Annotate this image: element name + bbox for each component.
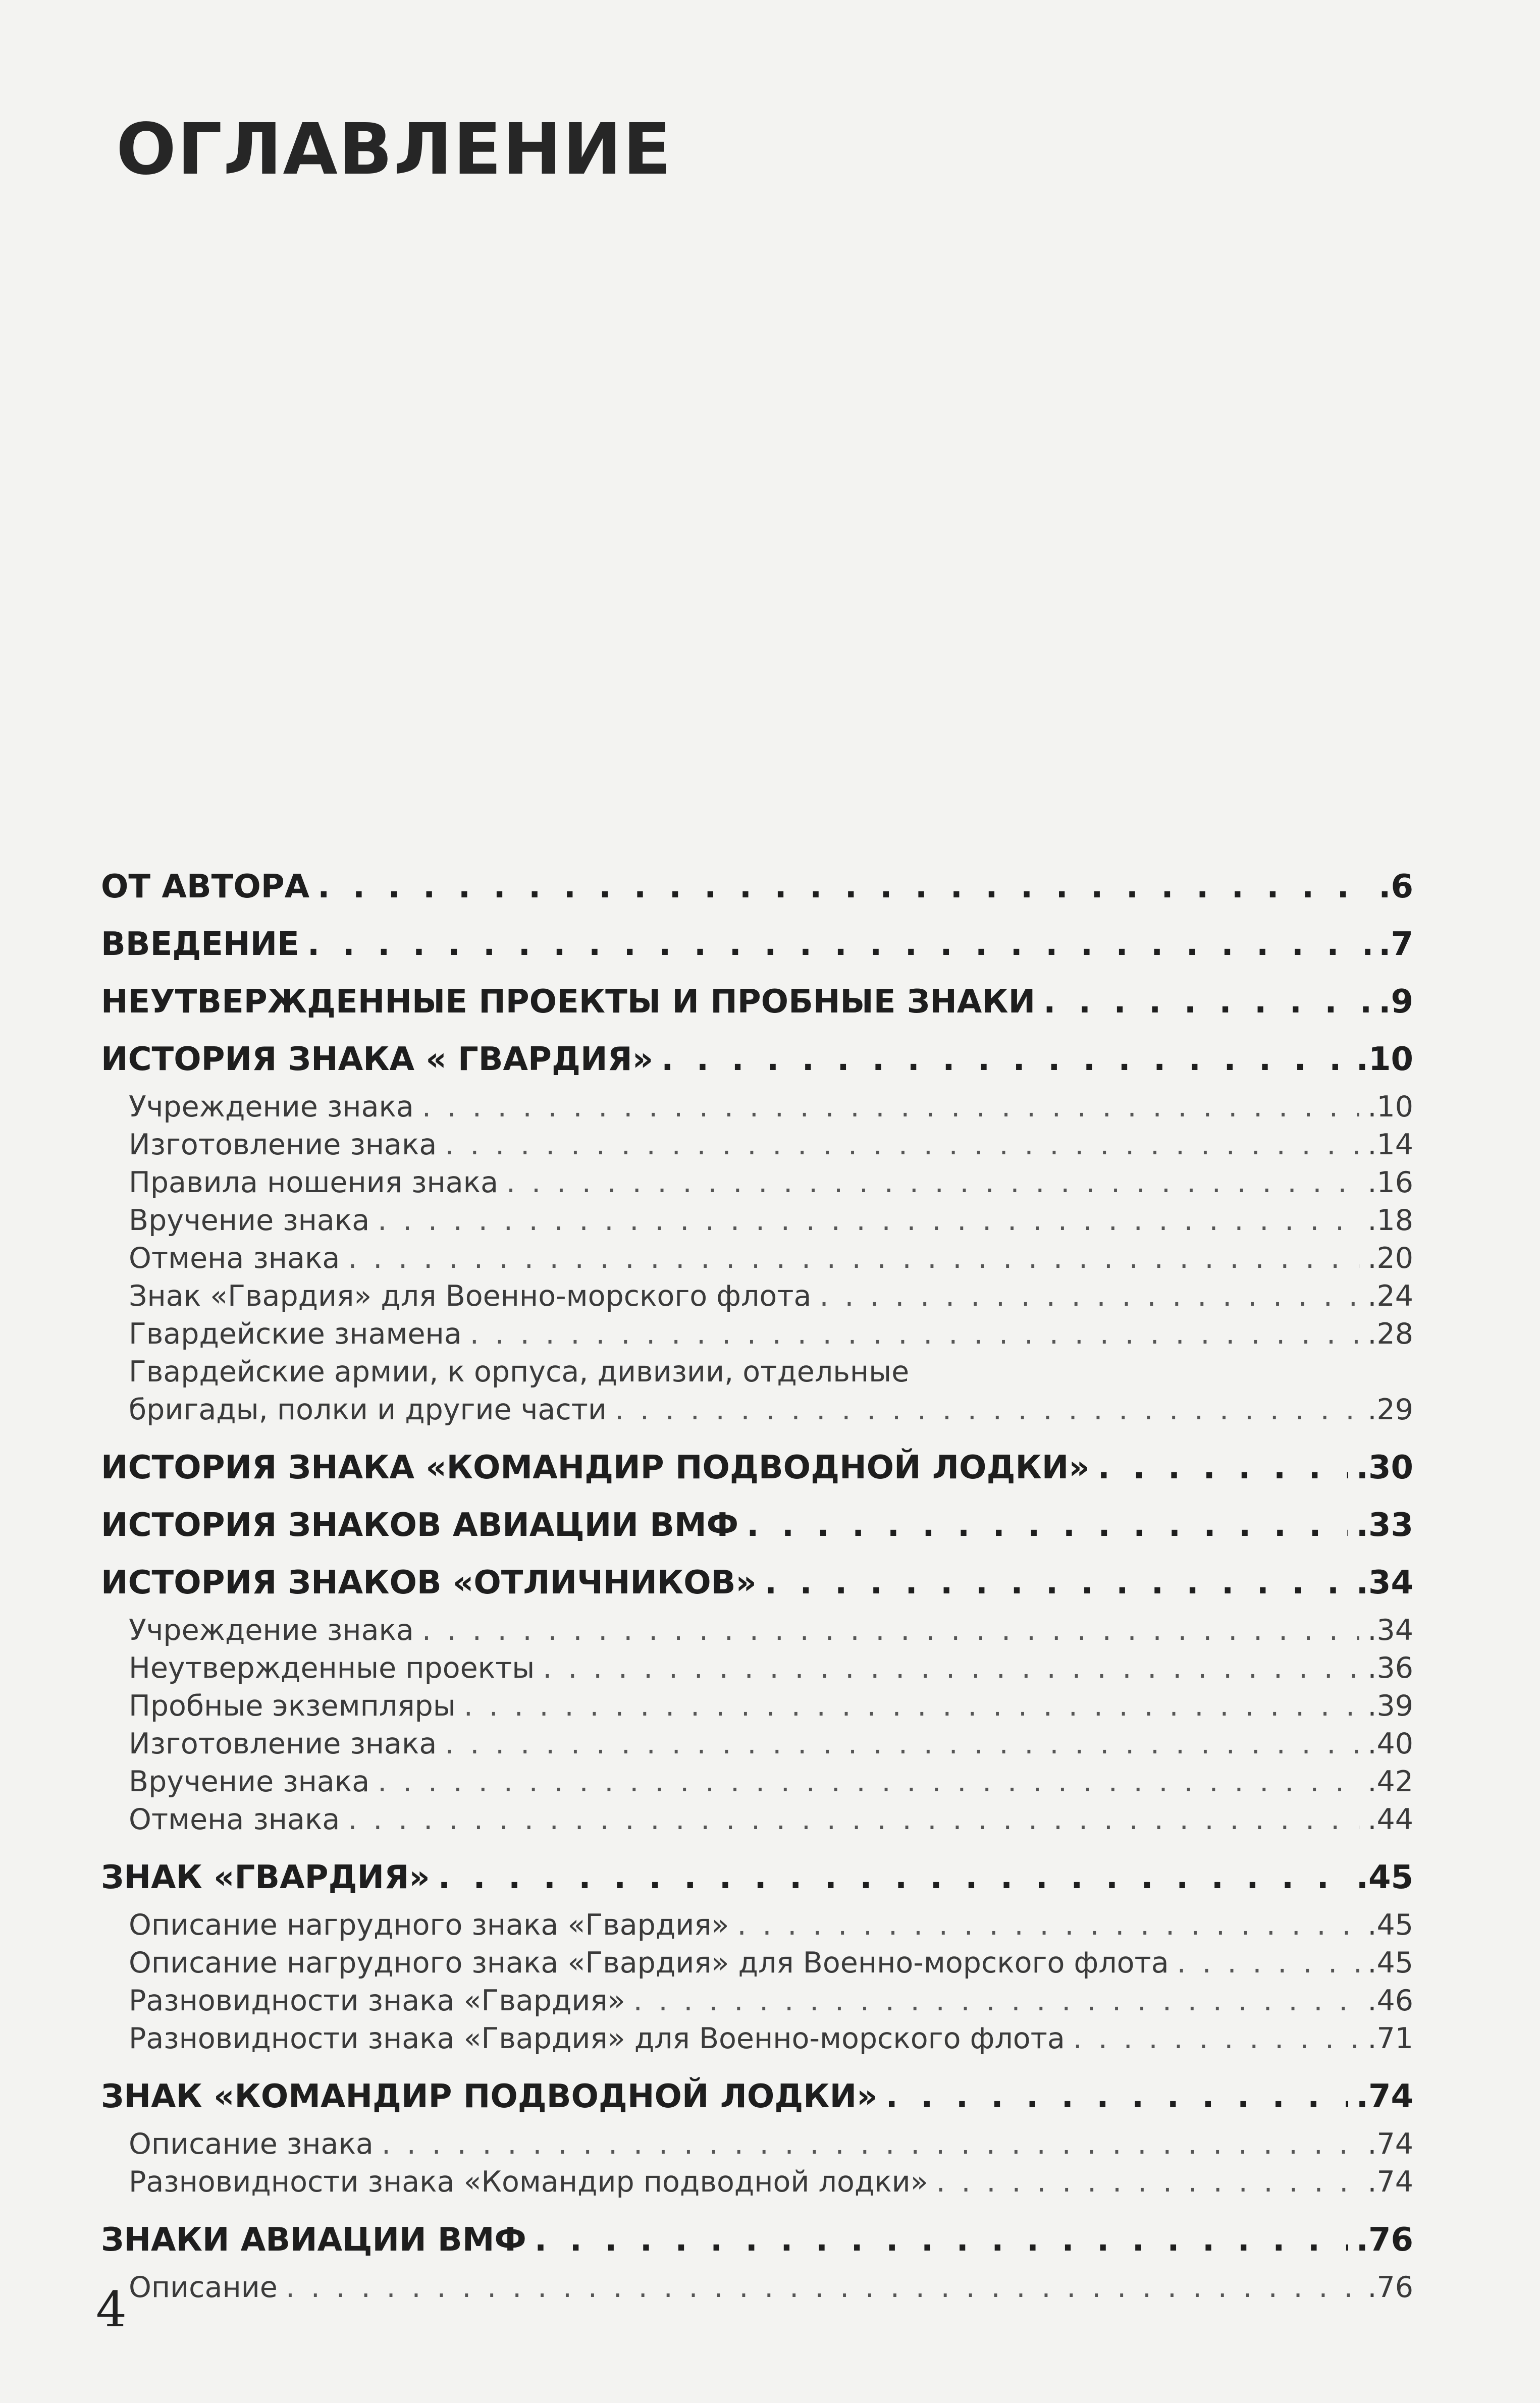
toc-page: .45: [1367, 1908, 1413, 1942]
toc-subentry[interactable]: [101, 1725, 1413, 1763]
toc-page: .40: [1367, 1727, 1413, 1760]
dot-leader: [470, 1315, 1360, 1353]
toc-page: .42: [1367, 1765, 1413, 1798]
toc-subentry[interactable]: [101, 2125, 1413, 2163]
toc-page: .9: [1378, 983, 1413, 1021]
toc-page: .44: [1367, 1803, 1413, 1836]
dot-leader: [737, 1906, 1359, 1944]
dot-leader: [819, 1277, 1359, 1315]
table-of-contents: [101, 858, 1413, 2307]
toc-subentry[interactable]: [101, 1612, 1413, 1649]
toc-subentry-line1: Гвардейские армии, к орпуса, дивизии, отдельные: [129, 1355, 910, 1389]
toc-label: ВВЕДЕНИЕ: [101, 926, 299, 963]
toc-entry-badges-aviation[interactable]: [101, 2211, 1413, 2269]
toc-page: .6: [1378, 868, 1413, 905]
toc-label: Описание нагрудного знака «Гвардия»: [129, 1908, 729, 1942]
toc-label: Разновидности знака «Гвардия»: [129, 1984, 625, 2017]
toc-label: Разновидности знака «Гвардия» для Военно-морского флота: [129, 2022, 1065, 2055]
dot-leader: [765, 1554, 1348, 1612]
dot-leader: [348, 1801, 1359, 1839]
toc-subentry[interactable]: [101, 2163, 1413, 2201]
dot-leader: [378, 1763, 1359, 1801]
dot-leader: [633, 1982, 1360, 2020]
toc-entry-history-aviation[interactable]: [101, 1497, 1413, 1554]
toc-label: Вручение знака: [129, 1765, 370, 1798]
toc-label: Учреждение знака: [129, 1614, 414, 1647]
toc-subentry[interactable]: [101, 1240, 1413, 1277]
toc-subentry[interactable]: [101, 1126, 1413, 1164]
toc-label: НЕУТВЕРЖДЕННЫЕ ПРОЕКТЫ И ПРОБНЫЕ ЗНАКИ: [101, 983, 1036, 1021]
dot-leader: [464, 1687, 1360, 1725]
dot-leader: [615, 1391, 1359, 1429]
toc-label: ИСТОРИЯ ЗНАКА «КОМАНДИР ПОДВОДНОЙ ЛОДКИ»: [101, 1449, 1090, 1486]
dot-leader: [422, 1612, 1359, 1649]
toc-label: Изготовление знака: [129, 1128, 437, 1161]
page-title: ОГЛАВЛЕНИЕ: [116, 109, 672, 191]
toc-label: ЗНАКИ АВИАЦИИ ВМФ: [101, 2221, 526, 2259]
toc-page: .74: [1356, 2078, 1413, 2115]
toc-subentry[interactable]: [101, 1906, 1413, 1944]
toc-label: ОТ АВТОРА: [101, 868, 310, 905]
toc-subentry[interactable]: [101, 1202, 1413, 1240]
toc-page: .14: [1367, 1128, 1413, 1161]
dot-leader: [661, 1031, 1348, 1088]
toc-page: .24: [1367, 1279, 1413, 1313]
toc-label: Отмена знака: [129, 1803, 340, 1836]
toc-subentry[interactable]: [101, 2269, 1413, 2307]
toc-page: .39: [1367, 1689, 1413, 1723]
dot-leader: [445, 1126, 1359, 1164]
toc-page: .45: [1356, 1859, 1413, 1896]
page-number: 4: [96, 2281, 127, 2338]
toc-label: ЗНАК «КОМАНДИР ПОДВОДНОЙ ЛОДКИ»: [101, 2078, 878, 2115]
toc-subentry[interactable]: [101, 1944, 1413, 1982]
toc-entry-history-submarine[interactable]: [101, 1439, 1413, 1497]
toc-page: .34: [1356, 1564, 1413, 1601]
toc-label: Неутвержденные проекты: [129, 1651, 535, 1685]
toc-entry-badge-guard[interactable]: [101, 1849, 1413, 1906]
toc-label: Описание нагрудного знака «Гвардия» для Военно-морского флота: [129, 1946, 1169, 1980]
toc-page: .20: [1367, 1242, 1413, 1275]
toc-subentry[interactable]: [101, 1277, 1413, 1315]
toc-subentry[interactable]: [101, 1391, 1413, 1429]
toc-subentry[interactable]: [101, 1164, 1413, 1202]
toc-label: ИСТОРИЯ ЗНАКОВ АВИАЦИИ ВМФ: [101, 1507, 739, 1544]
toc-label: Учреждение знака: [129, 1090, 414, 1124]
dot-leader: [348, 1240, 1359, 1277]
toc-page: .34: [1367, 1614, 1413, 1647]
dot-leader: [747, 1497, 1348, 1554]
toc-label: бригады, полки и другие части: [129, 1393, 607, 1426]
toc-page: .28: [1367, 1317, 1413, 1351]
dot-leader: [1177, 1944, 1360, 1982]
dot-leader: [438, 1849, 1348, 1906]
toc-subentry[interactable]: [101, 1649, 1413, 1687]
dot-leader: [543, 1649, 1359, 1687]
toc-page: .76: [1356, 2221, 1413, 2259]
toc-label: Описание: [129, 2271, 278, 2304]
toc-entry-badge-submarine[interactable]: [101, 2068, 1413, 2125]
dot-leader: [886, 2068, 1348, 2125]
dot-leader: [506, 1164, 1359, 1202]
toc-page: .76: [1367, 2271, 1413, 2304]
toc-page: .16: [1367, 1166, 1413, 1199]
dot-leader: [382, 2125, 1360, 2163]
toc-label: Правила ношения знака: [129, 1166, 499, 1199]
toc-page: .36: [1367, 1651, 1413, 1685]
dot-leader: [422, 1088, 1359, 1126]
toc-label: Разновидности знака «Командир подводной лодки»: [129, 2165, 928, 2199]
dot-leader: [286, 2269, 1360, 2307]
toc-entry-history-excellent[interactable]: [101, 1554, 1413, 1612]
toc-entry-history-guard[interactable]: [101, 1031, 1413, 1088]
dot-leader: [1043, 973, 1370, 1031]
toc-page: .74: [1367, 2165, 1413, 2199]
toc-page: .10: [1356, 1041, 1413, 1078]
dot-leader: [378, 1202, 1359, 1240]
toc-label: Пробные экземпляры: [129, 1689, 456, 1723]
toc-entry-unapproved-projects[interactable]: [101, 973, 1413, 1031]
toc-page: .74: [1367, 2127, 1413, 2161]
dot-leader: [307, 916, 1370, 973]
toc-entry-introduction[interactable]: [101, 916, 1413, 973]
toc-label: Отмена знака: [129, 1242, 340, 1275]
toc-label: Описание знака: [129, 2127, 374, 2161]
toc-subentry[interactable]: [101, 1687, 1413, 1725]
toc-page: .18: [1367, 1204, 1413, 1237]
toc-subentry[interactable]: [101, 1088, 1413, 1126]
toc-label: ЗНАК «ГВАРДИЯ»: [101, 1859, 430, 1896]
toc-label: Гвардейские знамена: [129, 1317, 462, 1351]
toc-label: Вручение знака: [129, 1204, 370, 1237]
toc-subentry[interactable]: [101, 1763, 1413, 1801]
toc-page: .10: [1367, 1090, 1413, 1124]
dot-leader: [445, 1725, 1359, 1763]
toc-page: .30: [1356, 1449, 1413, 1486]
toc-subentry[interactable]: [101, 1982, 1413, 2020]
dot-leader: [936, 2163, 1360, 2201]
dot-leader: [1073, 2020, 1360, 2058]
toc-page: .46: [1367, 1984, 1413, 2017]
toc-entry-from-author[interactable]: [101, 858, 1413, 916]
toc-label: ИСТОРИЯ ЗНАКОВ «ОТЛИЧНИКОВ»: [101, 1564, 757, 1601]
dot-leader: [535, 2211, 1348, 2269]
toc-page: .29: [1367, 1393, 1413, 1426]
toc-label: ИСТОРИЯ ЗНАКА « ГВАРДИЯ»: [101, 1041, 654, 1078]
toc-page: .45: [1367, 1946, 1413, 1980]
dot-leader: [1098, 1439, 1348, 1497]
toc-label: Изготовление знака: [129, 1727, 437, 1760]
toc-page: .7: [1378, 926, 1413, 963]
dot-leader: [317, 858, 1370, 916]
toc-subentry[interactable]: [101, 1315, 1413, 1353]
toc-subentry[interactable]: [101, 1801, 1413, 1839]
toc-subentry[interactable]: [101, 2020, 1413, 2058]
toc-label: Знак «Гвардия» для Военно-морского флота: [129, 1279, 812, 1313]
toc-page: .71: [1367, 2022, 1413, 2055]
toc-page: .33: [1356, 1507, 1413, 1544]
